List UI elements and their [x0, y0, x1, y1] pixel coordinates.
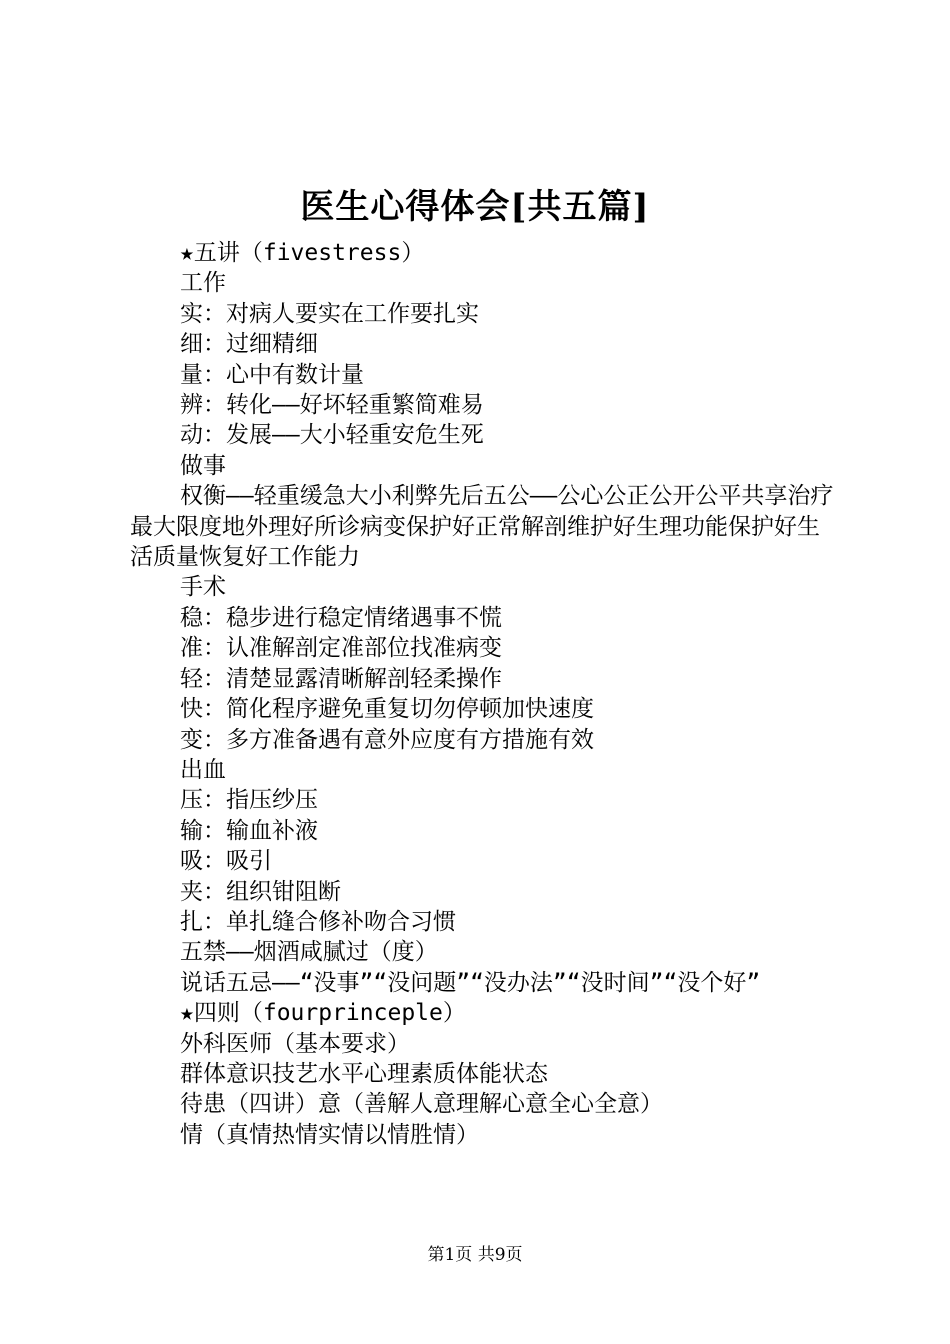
paragraph: 情（真情热情实情以情胜情）: [180, 1121, 479, 1148]
document-body: [130, 238, 835, 1150]
paragraph: 待患（四讲）意（善解人意理解心意全心全意）: [180, 1091, 663, 1118]
paragraph: 出血: [180, 756, 226, 783]
paragraph: 扎：单扎缝合修补吻合习惯: [180, 908, 456, 935]
paragraph: 稳：稳步进行稳定情绪遇事不慌: [180, 604, 502, 631]
document-title: 医生心得体会[共五篇]: [300, 187, 650, 227]
paragraph: 五禁——烟酒咸腻过（度）: [180, 939, 438, 966]
paragraph: 动：发展——大小轻重安危生死: [180, 422, 484, 449]
paragraph: 权衡——轻重缓急大小利弊先后五公——公心公正公开公平共享治疗最大限度地外理好所诊病变保护好正常解剖维护好生理功能保护好生活质量恢复好工作能力: [130, 483, 834, 571]
paragraph: 吸：吸引: [180, 848, 272, 875]
paragraph: 快：简化程序避免重复切勿停顿加快速度: [180, 696, 594, 723]
paragraph: 外科医师（基本要求）: [180, 1030, 410, 1057]
paragraph: 输：输血补液: [180, 817, 318, 844]
paragraph: 准：认准解剖定准部位找准病变: [180, 635, 502, 662]
paragraph: ★五讲（fivestress）: [180, 240, 425, 266]
paragraph: 细：过细精细: [180, 331, 318, 358]
paragraph: 实：对病人要实在工作要扎实: [180, 300, 479, 327]
paragraph: 说话五忌——“没事”“没问题”“没办法”“没时间”“没个好”: [180, 969, 761, 996]
paragraph: 手术: [180, 574, 226, 601]
paragraph: 群体意识技艺水平心理素质体能状态: [180, 1060, 548, 1087]
paragraph: 轻：清楚显露清晰解剖轻柔操作: [180, 665, 502, 692]
page-number: 第1页 共9页: [427, 1245, 523, 1265]
paragraph: ★四则（fourprinceple）: [180, 1000, 466, 1027]
paragraph: 量：心中有数计量: [180, 361, 364, 388]
paragraph: 夹：组织钳阻断: [180, 878, 341, 905]
paragraph: 工作: [180, 270, 226, 297]
paragraph: 做事: [180, 452, 226, 479]
paragraph: 变：多方准备遇有意外应度有方措施有效: [180, 726, 594, 753]
paragraph: 压：指压纱压: [180, 787, 318, 814]
paragraph: 辨：转化——好坏轻重繁简难易: [180, 392, 484, 419]
